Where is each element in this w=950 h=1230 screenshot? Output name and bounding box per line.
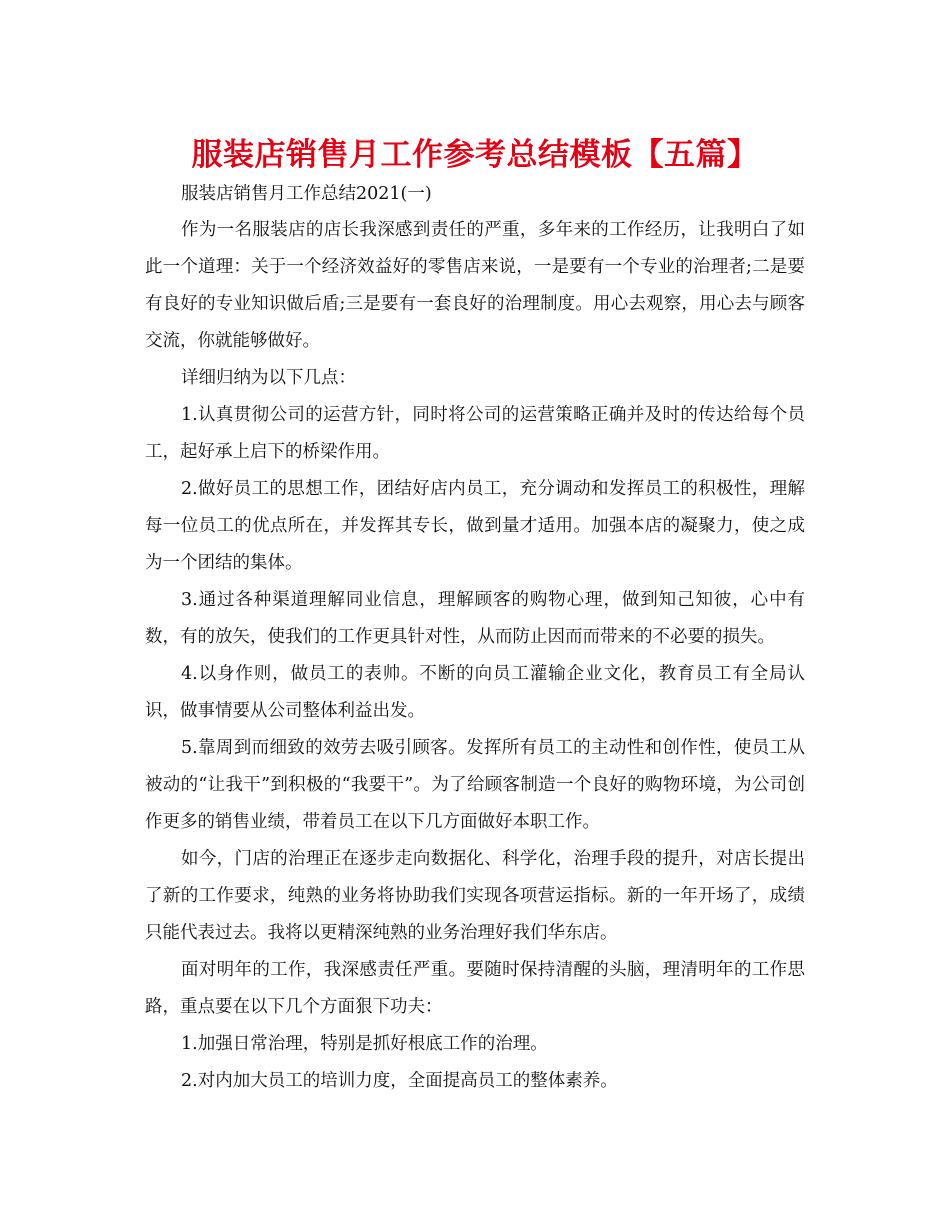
document-title: 服装店销售月工作参考总结模板【五篇】 [191, 137, 759, 173]
plan-1-paragraph: 1.加强日常治理，特别是抓好根底工作的治理。 [181, 1034, 548, 1054]
plan-2-paragraph: 2.对内加大员工的培训力度，全面提高员工的整体素养。 [181, 1071, 618, 1091]
current-status-paragraph: 如今，门店的治理正在逐步走向数据化、科学化，治理手段的提升，对店长提出了新的工作要求，纯熟的业务将协助我们实现各项营运指标。新的一年开场了，成绩只能代表过去。我将以更精深纯熟的业务治理好我们华东店。 [145, 849, 805, 943]
document-body [145, 176, 805, 1100]
intro-paragraph: 作为一名服装店的店长我深感到责任的严重，多年来的工作经历，让我明白了如此一个道理：关于一个经济效益好的零售店来说，一是要有一个专业的治理者;二是要有良好的专业知识做后盾;三是要有一套良好的治理制度。用心去观察，用心去与顾客交流，你就能够做好。 [145, 220, 805, 351]
subtitle-paragraph: 服装店销售月工作总结2021(一) [181, 184, 432, 204]
point-4-paragraph: 4.以身作则，做员工的表帅。不断的向员工灌输企业文化，教育员工有全局认识，做事情要从公司整体利益出发。 [145, 664, 805, 721]
next-year-paragraph: 面对明年的工作，我深感责任严重。要随时保持清醒的头脑，理清明年的工作思路，重点要在以下几个方面狠下功夫： [145, 960, 805, 1017]
point-2-paragraph: 2.做好员工的思想工作，团结好店内员工，充分调动和发挥员工的积极性，理解每一位员工的优点所在，并发挥其专长，做到量才适用。加强本店的凝聚力，使之成为一个团结的集体。 [145, 479, 805, 573]
point-5-paragraph: 5.靠周到而细致的效劳去吸引顾客。发挥所有员工的主动性和创作性，使员工从被动的“让我干”到积极的“我要干”。为了给顾客制造一个良好的购物环境，为公司创作更多的销售业绩，带着员工在以下几方面做好本职工作。 [145, 738, 805, 832]
summary-lead-paragraph: 详细归纳为以下几点： [181, 368, 356, 388]
point-1-paragraph: 1.认真贯彻公司的运营方针，同时将公司的运营策略正确并及时的传达给每个员工，起好承上启下的桥梁作用。 [145, 405, 805, 462]
point-3-paragraph: 3.通过各种渠道理解同业信息，理解顾客的购物心理，做到知己知彼，心中有数，有的放矢，使我们的工作更具针对性，从而防止因而而带来的不必要的损失。 [145, 590, 805, 647]
